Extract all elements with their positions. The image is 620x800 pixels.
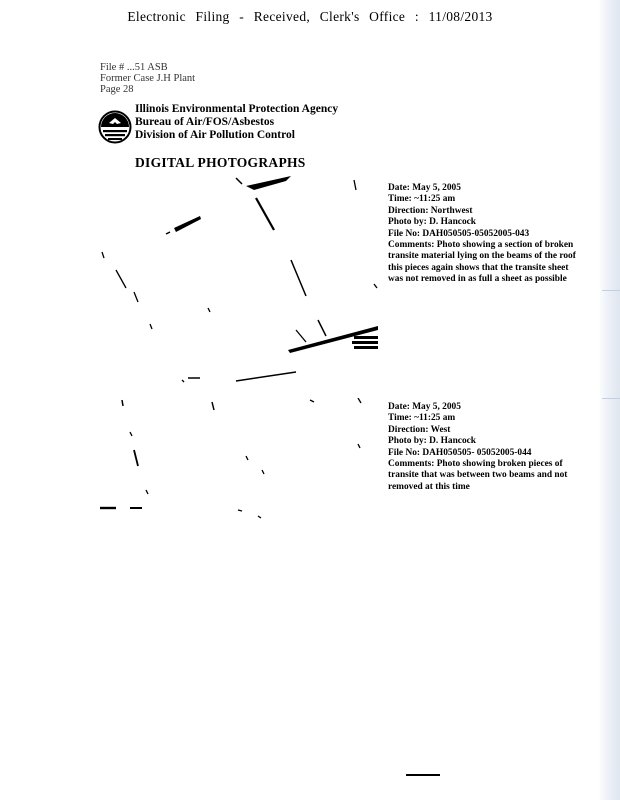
page-reference-line: Page 28 — [100, 84, 134, 95]
caption-comments: this pieces again shows that the transite sheet — [388, 262, 569, 273]
scan-edge-mark — [602, 398, 620, 399]
agency-bureau: Bureau of Air/FOS/Asbestos — [135, 116, 275, 128]
caption-file-number: File No: DAH050505- 05052005-044 — [388, 447, 532, 458]
caption-comments: transite that was between two beams and not — [388, 470, 568, 481]
caption-time: Time: ~11:25 am — [388, 413, 456, 424]
caption-comments: was not removed in as full a sheet as possible — [388, 274, 567, 285]
photograph-1-image — [96, 172, 386, 390]
scan-edge-shading — [598, 0, 620, 800]
caption-photographer: Photo by: D. Hancock — [388, 436, 477, 447]
file-reference-block — [100, 62, 195, 95]
caption-comments: removed at this time — [388, 481, 470, 492]
caption-time: Time: ~11:25 am — [388, 194, 456, 205]
caption-date: Date: May 5, 2005 — [388, 183, 461, 193]
caption-photographer: Photo by: D. Hancock — [388, 217, 477, 228]
case-reference-line: Former Case J.H Plant — [100, 73, 196, 84]
photograph-2-caption — [388, 402, 604, 493]
photograph-1-caption — [388, 183, 604, 286]
iepa-logo-icon — [98, 110, 132, 144]
agency-division: Division of Air Pollution Control — [135, 129, 295, 141]
agency-name: Illinois Environmental Protection Agency — [135, 103, 339, 115]
scan-edge-mark — [602, 290, 620, 291]
photograph-2 — [96, 398, 386, 520]
caption-comments: Comments: Photo showing a section of broken — [388, 240, 574, 251]
agency-heading — [135, 103, 338, 142]
caption-comments: Comments: Photo showing broken pieces of — [388, 459, 563, 470]
photograph-2-image — [96, 398, 386, 520]
caption-direction: Direction: Northwest — [388, 205, 473, 216]
footer-rule — [406, 774, 440, 776]
caption-comments: transite material lying on the beams of the roof — [388, 251, 576, 262]
caption-date: Date: May 5, 2005 — [388, 402, 461, 412]
caption-direction: Direction: West — [388, 424, 451, 435]
caption-file-number: File No: DAH050505-05052005-043 — [388, 228, 530, 239]
file-reference-line: File # ...51 ASB — [100, 62, 168, 73]
document-title: DIGITAL PHOTOGRAPHS — [135, 155, 306, 170]
photograph-1 — [96, 172, 386, 390]
filing-stamp: Electronic Filing - Received, Clerk's Office : 11/08/2013 — [127, 9, 493, 24]
